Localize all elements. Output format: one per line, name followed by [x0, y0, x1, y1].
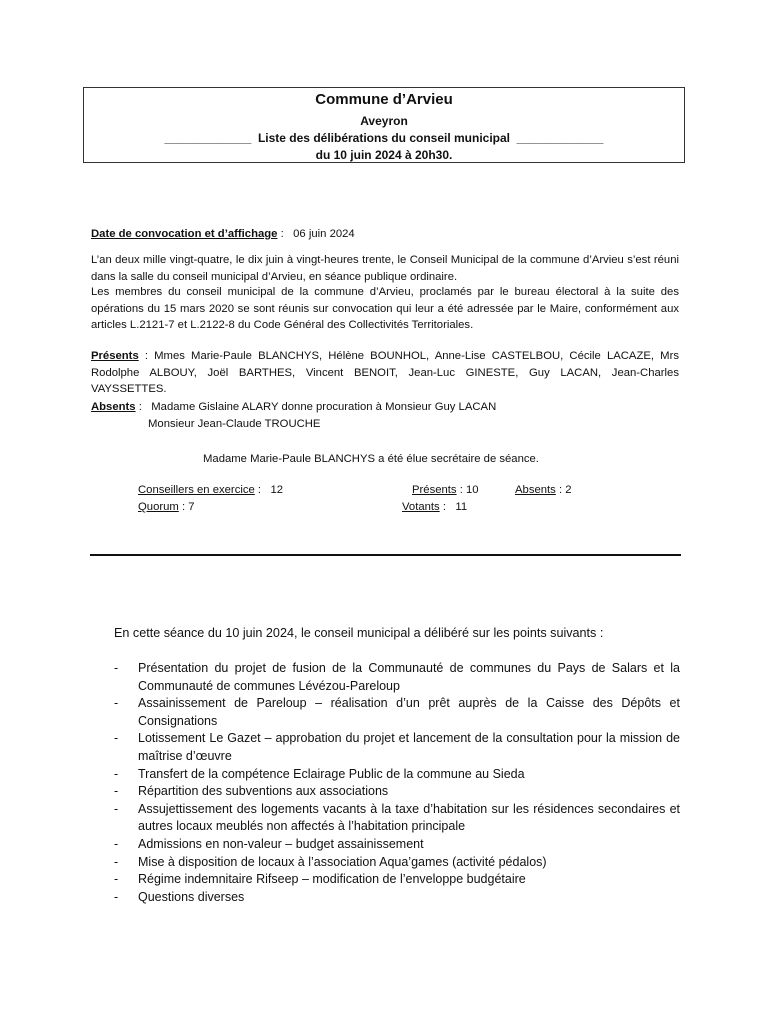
list-item [114, 836, 680, 854]
absent-label: Absents [91, 401, 136, 413]
session-date: du 10 juin 2024 à 20h30. [315, 148, 453, 162]
present-count-value: : 10 [456, 484, 479, 496]
bullet-dash: - [114, 731, 119, 746]
in-office-count [138, 482, 283, 499]
department: Aveyron [360, 114, 408, 128]
absent-count [515, 482, 572, 499]
bullet-dash: - [114, 872, 119, 887]
bullet-dash: - [114, 836, 119, 851]
list-item [114, 871, 680, 889]
list-item [114, 660, 680, 695]
absent-line-2: Monsieur Jean-Claude TROUCHE [148, 418, 321, 430]
item-text: Questions diverses [138, 889, 245, 904]
header-box [83, 87, 685, 163]
bullet-dash: - [114, 784, 119, 799]
item-text: Lotissement Le Gazet – approbation du projet et lancement de la consultation pour la mission de maîtrise d’œuvre [138, 731, 680, 763]
section-divider [90, 554, 681, 556]
item-text: Assujettissement des logements vacants à la taxe d’habitation sur les résidences secondaires et autres locaux meublés non affectés à l’habitation principale [138, 801, 680, 834]
intro-paragraph: L’an deux mille vingt-quatre, le dix juin à vingt-heures trente, le Conseil Municipal de la commune d’Arvieu s’est réuni dans la salle du conseil municipal d’Arvieu, en séance publique ordinaire. [91, 254, 679, 283]
in-office-value: : 12 [254, 484, 284, 496]
convocation-line [91, 226, 355, 243]
voters-label: Votants [402, 501, 440, 513]
bullet-dash: - [114, 766, 119, 781]
item-text: Répartition des subventions aux associations [138, 784, 389, 799]
convocation-date: 06 juin 2024 [293, 228, 355, 240]
commune-title: Commune d’Arvieu [315, 91, 453, 108]
secretary-line: Madame Marie-Paule BLANCHYS a été élue secrétaire de séance. [203, 453, 539, 465]
present-list: : Mmes Marie-Paule BLANCHYS, Hélène BOUNHOL, Anne-Lise CASTELBOU, Cécile LACAZE, Mrs Rodolphe ALBOUY, Joël BARTHES, Vincent BENOIT, Jean-Luc GINESTE, Guy LACAN, Jean-Charles VAYSSETTES. [91, 350, 679, 395]
voters-value: : 11 [439, 501, 468, 513]
item-text: Assainissement de Pareloup – réalisation d’un prêt auprès de la Caisse des Dépôts et Consignations [138, 696, 680, 728]
present-count [412, 482, 479, 499]
absent-count-value: : 2 [555, 484, 572, 496]
item-text: Régime indemnitaire Rifseep – modification de l’enveloppe budgétaire [138, 872, 526, 887]
list-title: _____________ Liste des délibérations du conseil municipal _____________ [164, 131, 604, 145]
bullet-dash: - [114, 696, 119, 711]
bullet-dash: - [114, 801, 119, 816]
present-label: Présents [91, 350, 139, 362]
list-item [114, 854, 680, 872]
members-paragraph: Les membres du conseil municipal de la commune d’Arvieu, proclamés par le bureau électoral à la suite des opérations du 15 mars 2020 se sont réunis sur convocation qui leur a été adressée par le Maire, conformément aux articles L.2121-7 et L.2122-8 du Code Général des Collectivités Territoriales. [91, 286, 679, 331]
bullet-dash: - [114, 889, 119, 904]
bullet-dash: - [114, 854, 119, 869]
quorum-count [138, 499, 195, 516]
in-office-label: Conseillers en exercice [138, 484, 255, 496]
item-text: Transfert de la compétence Eclairage Public de la commune au Sieda [138, 766, 525, 781]
present-count-label: Présents [412, 484, 457, 496]
list-item [114, 801, 680, 836]
deliberations-intro: En cette séance du 10 juin 2024, le conseil municipal a délibéré sur les points suivants : [114, 626, 604, 640]
voters-count [402, 499, 467, 516]
absent-text-1: : Madame Gislaine ALARY donne procuration à Monsieur Guy LACAN [135, 401, 497, 413]
list-item [114, 730, 680, 765]
list-item [114, 766, 680, 784]
list-item [114, 889, 680, 907]
convocation-separator: : [277, 228, 294, 240]
absent-line-1 [91, 399, 496, 416]
quorum-label: Quorum [138, 501, 179, 513]
item-text: Mise à disposition de locaux à l’association Aqua’games (activité pédalos) [138, 854, 547, 869]
convocation-label: Date de convocation et d’affichage [91, 228, 278, 240]
present-paragraph [91, 348, 679, 398]
bullet-dash: - [114, 661, 119, 675]
absent-count-label: Absents [515, 484, 556, 496]
quorum-value: : 7 [178, 501, 195, 513]
deliberations-list [114, 660, 680, 906]
item-text: Admissions en non-valeur – budget assainissement [138, 836, 424, 851]
list-item [114, 783, 680, 801]
item-text: Présentation du projet de fusion de la Communauté de communes du Pays de Salars et la Communauté de communes Lévézou-Pareloup [138, 661, 680, 693]
list-item [114, 695, 680, 730]
